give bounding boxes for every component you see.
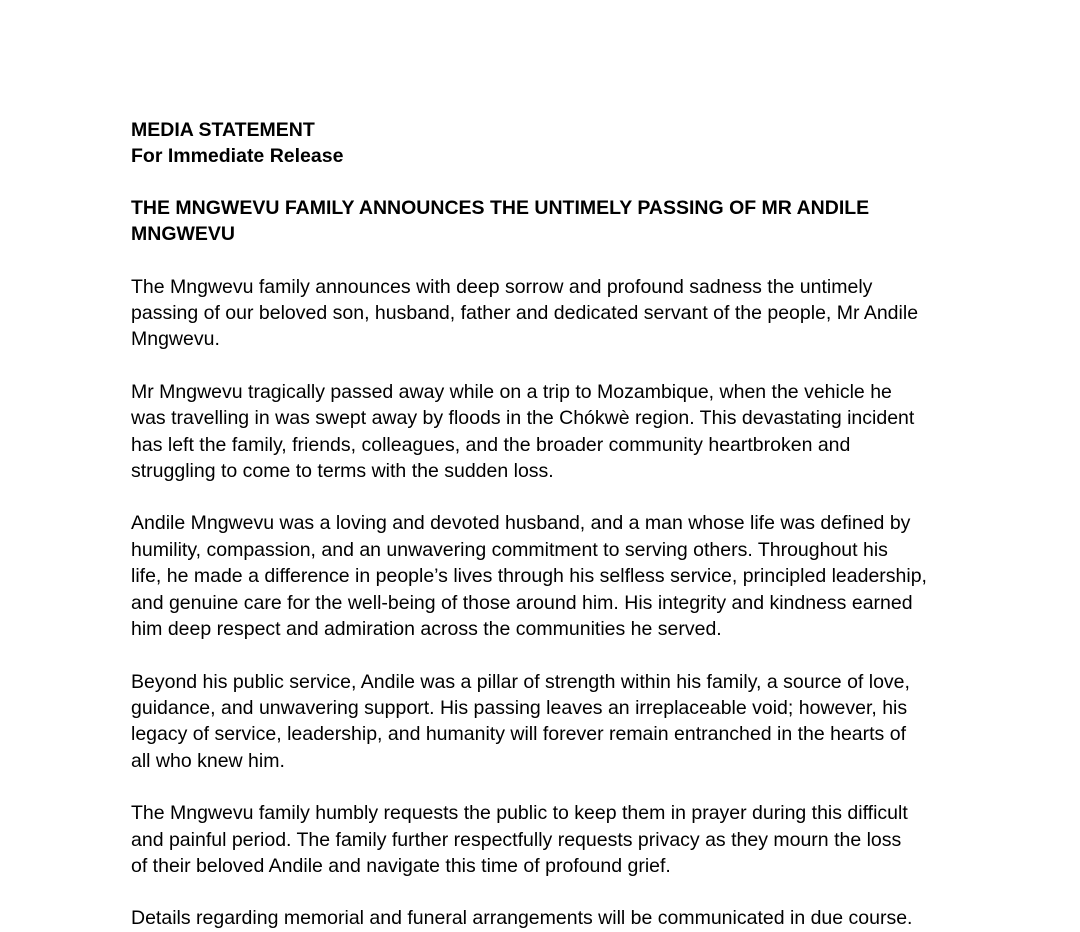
text-line: was travelling in was swept away by floods in the Chókwè region. This devastating incident (131, 407, 915, 430)
statement-label: MEDIA STATEMENT (131, 119, 315, 141)
paragraph-announcement (131, 274, 961, 353)
text-line: Beyond his public service, Andile was a pillar of strength within his family, a source of love, (131, 670, 910, 693)
paragraph-request (131, 800, 961, 879)
text-line: guidance, and unwavering support. His passing leaves an irreplaceable void; however, his (131, 696, 908, 719)
text-line: struggling to come to terms with the sudden loss. (131, 460, 554, 483)
paragraph-tribute (131, 510, 961, 642)
paragraph-legacy (131, 669, 961, 775)
text-line: and painful period. The family further respectfully requests privacy as they mourn the loss (131, 828, 902, 851)
text-line: him deep respect and admiration across the communities he served. (131, 618, 722, 641)
text-line: passing of our beloved son, husband, father and dedicated servant of the people, Mr Andile (131, 302, 919, 325)
text-line: and genuine care for the well-being of those around him. His integrity and kindness earned (131, 591, 913, 614)
text-line: life, he made a difference in people’s lives through his selfless service, principled leadership, (131, 565, 927, 588)
text-line: has left the family, friends, colleagues, and the broader community heartbroken and (131, 433, 851, 456)
text-line: The Mngwevu family announces with deep sorrow and profound sadness the untimely (131, 275, 873, 298)
text-line: Andile Mngwevu was a loving and devoted husband, and a man whose life was defined by (131, 512, 911, 535)
text-line: legacy of service, leadership, and humanity will forever remain entranched in the hearts of (131, 723, 906, 746)
text-line: The Mngwevu family humbly requests the public to keep them in prayer during this difficult (131, 802, 908, 825)
text-line: Mngwevu. (131, 328, 220, 351)
text-line: of their beloved Andile and navigate this time of profound grief. (131, 854, 671, 877)
media-statement-document (131, 117, 961, 932)
text-line: all who knew him. (131, 749, 285, 772)
release-label: For Immediate Release (131, 145, 344, 168)
statement-header (131, 117, 961, 170)
text-line: Details regarding memorial and funeral arrangements will be communicated in due course. (131, 907, 913, 930)
headline: THE MNGWEVU FAMILY ANNOUNCES THE UNTIMELY PASSING OF MR ANDILE MNGWEVU (131, 196, 870, 246)
paragraph-arrangements (131, 905, 961, 931)
text-line: humility, compassion, and an unwavering commitment to serving others. Throughout his (131, 538, 888, 561)
paragraph-circumstances (131, 379, 961, 485)
text-line: Mr Mngwevu tragically passed away while on a trip to Mozambique, when the vehicle he (131, 380, 892, 403)
